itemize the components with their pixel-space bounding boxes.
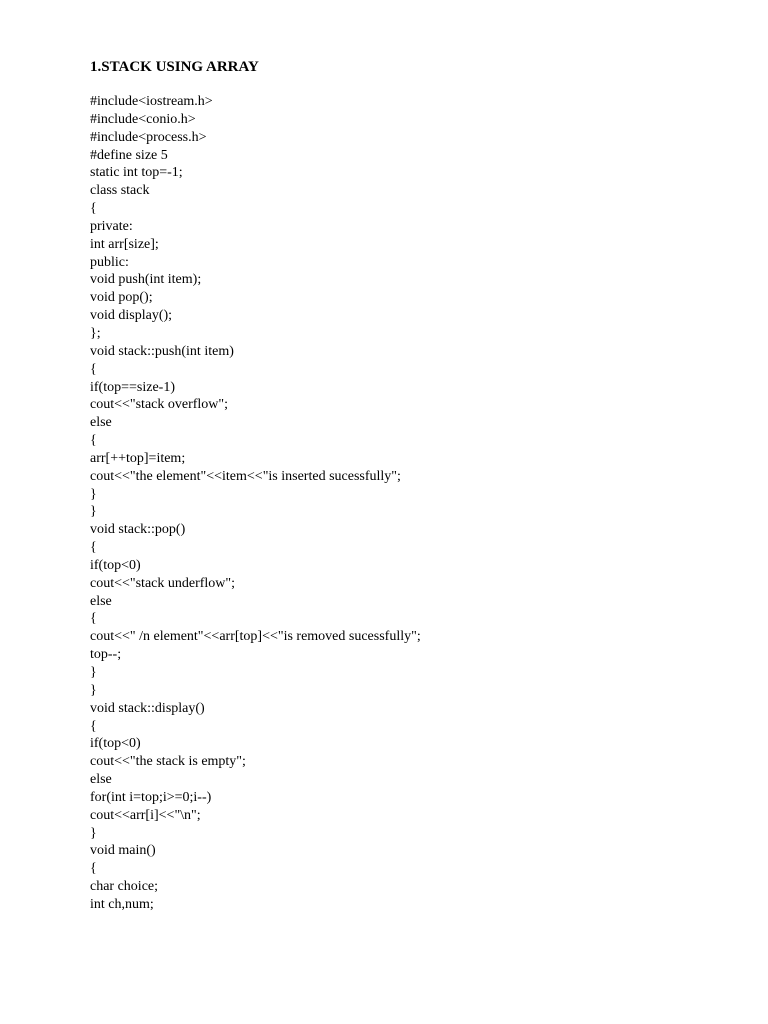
code-line: int ch,num; xyxy=(90,896,154,912)
code-line: else xyxy=(90,772,112,788)
document-title: 1.STACK USING ARRAY xyxy=(90,59,259,75)
code-line: cout<<"stack overflow"; xyxy=(90,397,229,413)
code-line: #include<conio.h> xyxy=(90,111,196,127)
code-line: void pop(); xyxy=(90,290,153,306)
code-line: { xyxy=(90,433,97,449)
code-line: { xyxy=(90,861,97,877)
code-line: #include<iostream.h> xyxy=(90,94,213,109)
code-line: { xyxy=(90,361,97,377)
code-line: char choice; xyxy=(90,879,159,895)
code-line: { xyxy=(90,540,97,556)
code-line: { xyxy=(90,201,97,217)
code-line: void stack::pop() xyxy=(90,522,186,538)
code-line: public: xyxy=(90,254,129,270)
code-line: else xyxy=(90,415,112,431)
code-line: cout<<"the element"<<item<<"is inserted sucessfully"; xyxy=(90,468,401,484)
code-line: } xyxy=(90,665,97,680)
code-line: private: xyxy=(90,218,133,234)
code-line: if(top<0) xyxy=(90,736,141,752)
code-line: { xyxy=(90,611,97,627)
code-line: #define size 5 xyxy=(90,147,168,163)
code-line: int arr[size]; xyxy=(90,236,159,252)
code-line: top--; xyxy=(90,647,122,663)
code-line: #include<process.h> xyxy=(90,129,207,145)
code-line: void main() xyxy=(90,843,156,859)
code-line: void stack::push(int item) xyxy=(90,343,234,359)
code-line: void stack::display() xyxy=(90,700,205,716)
code-line: } xyxy=(90,825,97,841)
code-listing xyxy=(90,93,421,914)
code-line: class stack xyxy=(90,183,150,199)
code-line: } xyxy=(90,682,97,698)
code-line: void push(int item); xyxy=(90,272,202,288)
code-line: } xyxy=(90,486,97,502)
code-line: if(top==size-1) xyxy=(90,379,175,395)
code-line: if(top<0) xyxy=(90,557,141,573)
code-line: else xyxy=(90,593,112,609)
code-line: }; xyxy=(90,325,101,341)
code-line: static int top=-1; xyxy=(90,165,183,181)
code-line: cout<<arr[i]<<"\n"; xyxy=(90,807,201,823)
code-line: cout<<"the stack is empty"; xyxy=(90,754,246,770)
code-line: { xyxy=(90,718,97,734)
code-line: arr[++top]=item; xyxy=(90,450,186,466)
code-line: void display(); xyxy=(90,308,173,324)
code-line: cout<<"stack underflow"; xyxy=(90,575,236,591)
code-line: for(int i=top;i>=0;i--) xyxy=(90,789,212,805)
code-line: } xyxy=(90,504,97,520)
code-line: cout<<" /n element"<<arr[top]<<"is removed sucessfully"; xyxy=(90,629,421,645)
